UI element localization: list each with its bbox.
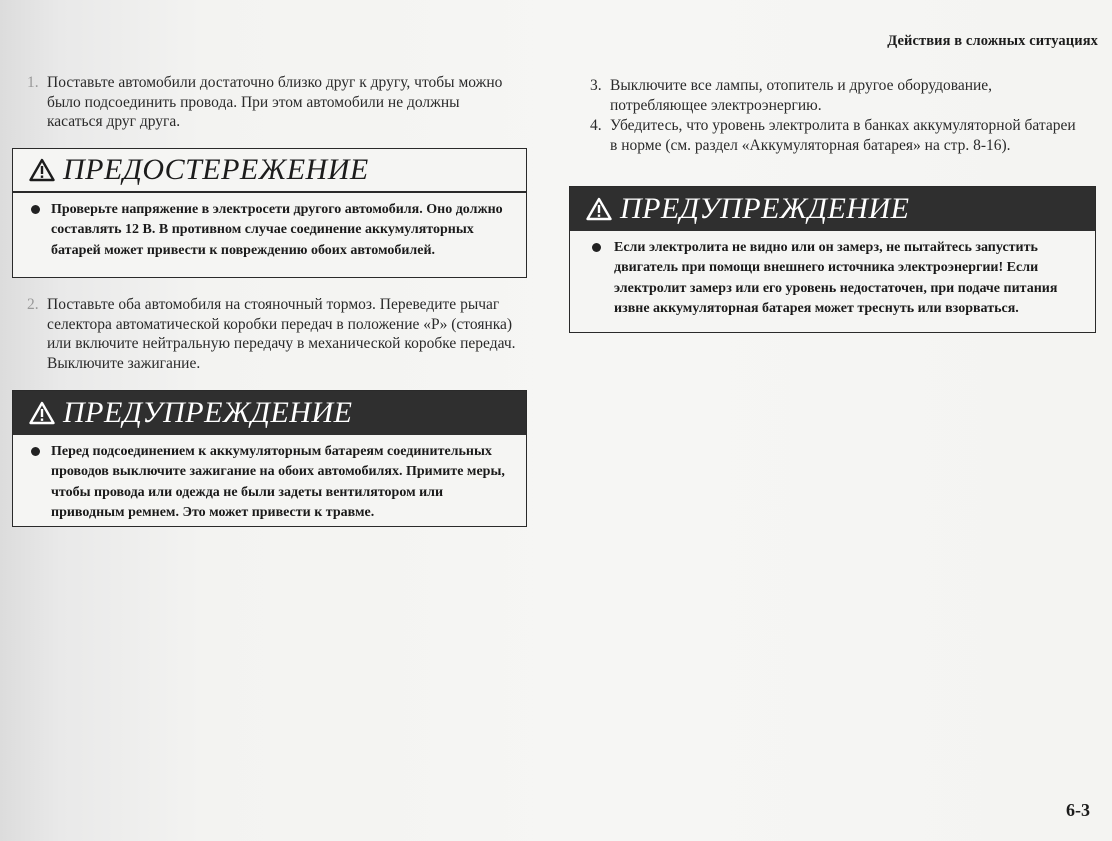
page-header: Действия в сложных ситуациях xyxy=(887,33,1098,49)
bullet-icon xyxy=(31,205,40,214)
step-2-number: 2. xyxy=(27,296,39,313)
step-1-text: Поставьте автомобили достаточно близко друг к другу, чтобы можно было подсоединить провода. При этом автомобили не должны касаться друг друга. xyxy=(47,74,503,131)
step-3-number: 3. xyxy=(590,77,602,94)
step-3-text: Выключите все лампы, отопитель и другое оборудование, потребляющее электроэнергию. xyxy=(610,77,993,114)
step-2-text: Поставьте оба автомобиля на стояночный тормоз. Переведите рычаг селектора автоматической коробки передач в положение «P» (стоянка) или включите нейтральную передачу в механической коробке передач. Выключите зажигание. xyxy=(47,296,516,372)
warning-triangle-icon xyxy=(29,401,55,425)
warning-triangle-icon xyxy=(586,197,612,221)
warning-1-title: ПРЕДУПРЕЖДЕНИЕ xyxy=(63,396,353,429)
bullet-icon xyxy=(31,447,40,456)
warning-2-title: ПРЕДУПРЕЖДЕНИЕ xyxy=(620,192,910,225)
step-1-number: 1. xyxy=(27,74,39,91)
caution-body xyxy=(13,193,526,269)
page-number: 6-3 xyxy=(1066,800,1090,820)
warning-box-2 xyxy=(569,186,1096,333)
step-1 xyxy=(27,73,517,132)
bullet-icon xyxy=(592,243,601,252)
caution-title: ПРЕДОСТЕРЕЖЕНИЕ xyxy=(63,153,369,186)
step-2 xyxy=(27,295,517,373)
step-3 xyxy=(590,76,1080,115)
step-4-text: Убедитесь, что уровень электролита в банках аккумуляторной батареи в норме (см. раздел «Аккумуляторная батарея» на стр. 8-16). xyxy=(610,117,1076,154)
warning-triangle-icon xyxy=(29,158,55,182)
caution-text: Проверьте напряжение в электросети другого автомобиля. Оно должно составлять 12 В. В противном случае соединение аккумуляторных батарей может привести к повреждению обоих автомобилей. xyxy=(51,202,503,258)
step-4-number: 4. xyxy=(590,117,602,134)
caution-title-bar xyxy=(13,149,526,193)
caution-box xyxy=(12,148,527,278)
warning-2-body xyxy=(570,231,1095,328)
step-4 xyxy=(590,116,1080,155)
warning-2-text: Если электролита не видно или он замерз, не пытайтесь запустить двигатель при помощи внешнего источника электроэнергии! Если электролит замерз или его уровень недостаточен, при подаче питания извне аккумуляторная батарея может треснуть или взорваться. xyxy=(614,240,1058,317)
warning-1-title-bar xyxy=(13,391,526,435)
warning-1-text: Перед подсоединением к аккумуляторным батареям соединительных проводов выключите зажигание на обоих автомобилях. Примите меры, чтобы провода или одежда не были задеты вентилятором или приводным ремнем. Это может привести к травме. xyxy=(51,444,505,521)
warning-box-1 xyxy=(12,390,527,527)
warning-1-body xyxy=(13,435,526,532)
warning-2-title-bar xyxy=(570,187,1095,231)
